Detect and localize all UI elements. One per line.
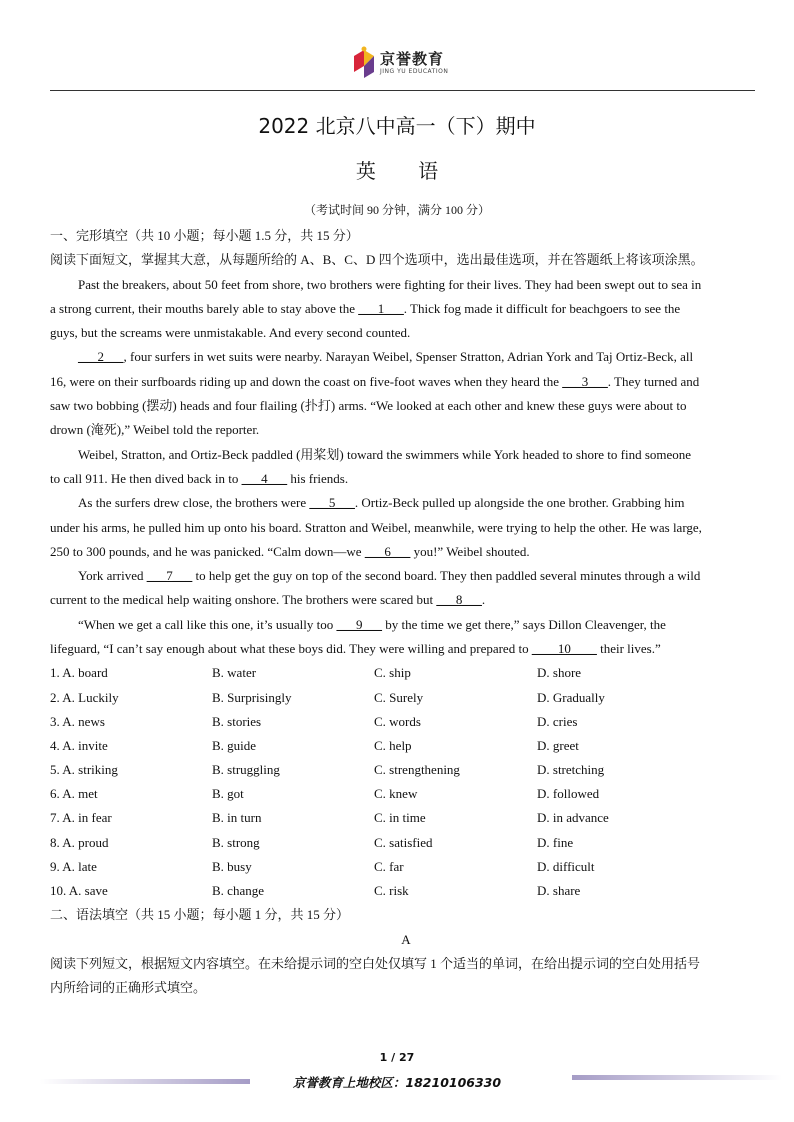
option-c: C. ship	[374, 665, 411, 681]
option-d: D. shore	[537, 665, 582, 681]
passage-text: drown (淹死),” Weibel told the reporter.	[50, 422, 260, 438]
option-c: C. risk	[374, 883, 409, 899]
passage-text: Weibel, Stratton, and Ortiz-Beck paddled (用桨划) toward the swimmers while York headed to shore to find someone	[78, 446, 692, 462]
option-c: C. help	[374, 737, 412, 753]
footer-contact: 京誉教育上地校区：18210106330	[292, 1075, 502, 1090]
section1-instructions: 阅读下面短文，掌握其大意，从每题所给的 A、B、C、D 四个选项中，选出最佳选项，并在答题纸上将该项涂黑。	[50, 252, 704, 268]
section2-part-label: A	[401, 931, 411, 947]
option-a: 3. A. news	[50, 713, 105, 729]
option-a: 9. A. late	[50, 858, 97, 874]
option-d: D. greet	[537, 737, 579, 753]
option-b: B. stories	[212, 713, 262, 729]
option-b: B. strong	[212, 834, 260, 850]
exam-note: （考试时间 90 分钟，满分 100 分）	[303, 203, 490, 217]
passage-line	[50, 543, 762, 567]
option-d: D. stretching	[537, 762, 605, 778]
option-b: B. Surprisingly	[212, 689, 292, 705]
section2-instructions-line: 内所给词的正确形式填空。	[50, 979, 207, 995]
section2-instructions-line: 阅读下列短文，根据短文内容填空。在未给提示词的空白处仅填写 1 个适当的单词，在给出提示词的空白处用括号	[50, 955, 701, 971]
exam-title: 2022 北京八中高一（下）期中	[258, 114, 536, 138]
passage-line	[50, 567, 762, 591]
option-d: D. difficult	[537, 858, 595, 874]
option-b: B. busy	[212, 858, 252, 874]
passage-text: 250 to 300 pounds, and he was panicked. “Calm down—we	[50, 543, 365, 559]
passage-text: his friends.	[287, 470, 349, 486]
passage-text: to call 911. He then dived back in to	[50, 470, 242, 486]
answer-blank: ___8___	[436, 592, 482, 608]
answer-blank: ___9___	[336, 616, 382, 632]
passage-line	[50, 519, 762, 543]
option-a: 5. A. striking	[50, 762, 118, 778]
logo-text-cn: 京誉教育	[380, 50, 445, 68]
question-row	[50, 737, 762, 761]
passage-text: .	[481, 592, 486, 608]
answer-blank: ____10____	[531, 641, 597, 657]
passage-text: current to the medical help waiting onshore. The brothers were scared but	[50, 592, 437, 608]
passage-text: “When we get a call like this one, it’s usually too	[78, 616, 337, 632]
option-a: 1. A. board	[50, 665, 108, 681]
passage-text: . Ortiz-Beck pulled up alongside the one brother. Grabbing him	[354, 495, 685, 511]
option-a: 7. A. in fear	[50, 810, 112, 826]
option-a: 8. A. proud	[50, 834, 109, 850]
option-d: D. followed	[537, 786, 600, 802]
passage-text: York arrived	[78, 568, 147, 584]
passage-line	[50, 446, 762, 470]
passage-text: by the time we get there,” says Dillon Cleavenger, the	[382, 616, 666, 632]
option-c: C. words	[374, 713, 421, 729]
passage-text: a strong current, their mouths barely able to stay above the	[50, 300, 359, 316]
question-row	[50, 809, 762, 833]
question-row	[50, 882, 762, 906]
option-c: C. knew	[374, 786, 418, 802]
option-a: 6. A. met	[50, 786, 98, 802]
passage-text: you!” Weibel shouted.	[410, 543, 530, 559]
option-d: D. Gradually	[537, 689, 605, 705]
cloze-passage	[50, 276, 762, 665]
option-b: B. got	[212, 786, 244, 802]
question-row	[50, 689, 762, 713]
question-row	[50, 858, 762, 882]
option-c: C. strengthening	[374, 762, 460, 778]
answer-blank: ___7___	[146, 568, 193, 584]
logo	[352, 44, 452, 82]
passage-line	[50, 397, 762, 421]
option-d: D. share	[537, 883, 581, 899]
option-d: D. cries	[537, 713, 578, 729]
option-b: B. change	[212, 883, 264, 899]
option-c: C. in time	[374, 810, 426, 826]
question-row	[50, 761, 762, 785]
header-divider	[50, 90, 755, 91]
passage-text: to help get the guy on top of the second board. They then paddled several minutes through a wild	[192, 568, 701, 584]
page-number: 1 / 27	[379, 1051, 415, 1064]
question-list	[50, 664, 762, 906]
document-body	[50, 227, 762, 1003]
section1-heading: 一、完形填空（共 10 小题；每小题 1.5 分，共 15 分）	[50, 228, 359, 243]
option-d: D. fine	[537, 834, 574, 850]
subject-title: 英 语	[355, 159, 439, 183]
question-row	[50, 834, 762, 858]
passage-line	[50, 640, 762, 664]
question-row	[50, 664, 762, 688]
option-b: B. guide	[212, 737, 257, 753]
passage-text: As the surfers drew close, the brothers were	[78, 495, 310, 511]
answer-blank: ___4___	[241, 470, 288, 486]
option-c: C. far	[374, 858, 404, 874]
option-c: C. satisfied	[374, 834, 433, 850]
answer-blank: ___1___	[358, 300, 404, 316]
passage-text: their lives.”	[596, 641, 661, 657]
option-a: 2. A. Luckily	[50, 689, 119, 705]
option-b: B. water	[212, 665, 257, 681]
passage-line	[50, 494, 762, 518]
option-d: D. in advance	[537, 810, 609, 826]
passage-line	[50, 373, 762, 397]
option-b: B. in turn	[212, 810, 262, 826]
passage-line	[50, 324, 762, 348]
option-a: 4. A. invite	[50, 737, 108, 753]
passage-text: guys, but the screams were unmistakable. And every second counted.	[50, 325, 411, 341]
logo-mark-icon	[352, 46, 378, 80]
answer-blank: ___2___	[78, 349, 124, 365]
answer-blank: ___6___	[364, 543, 411, 559]
logo-text-en: JING YU EDUCATION	[380, 68, 449, 75]
passage-text: Past the breakers, about 50 feet from shore, two brothers were fighting for their lives. They had been swept out to sea in	[78, 276, 702, 292]
passage-line	[50, 276, 762, 300]
passage-line	[50, 300, 762, 324]
passage-line	[50, 421, 762, 445]
option-c: C. Surely	[374, 689, 424, 705]
answer-blank: ___3___	[562, 373, 608, 389]
passage-text: lifeguard, “I can’t say enough about what these boys did. They were willing and prepared to	[50, 641, 532, 657]
option-b: B. struggling	[212, 762, 280, 778]
passage-text: saw two bobbing (摆动) heads and four flailing (扑打) arms. “We looked at each other and knew these guys were about to	[50, 398, 687, 414]
passage-text: under his arms, he pulled him up onto his board. Stratton and Weibel, meanwhile, were trying to help the other. He was large,	[50, 519, 702, 535]
section2-heading: 二、语法填空（共 15 小题；每小题 1 分，共 15 分）	[50, 907, 350, 923]
passage-line	[50, 470, 762, 494]
option-a: 10. A. save	[50, 883, 108, 899]
passage-line	[50, 616, 762, 640]
question-row	[50, 713, 762, 737]
passage-text: . Thick fog made it difficult for beachgoers to see the	[403, 300, 681, 316]
passage-text: 16, were on their surfboards riding up and down the coast on five-foot waves when they heard the	[50, 373, 563, 389]
passage-text: . They turned and	[607, 373, 700, 389]
passage-line	[50, 348, 762, 372]
passage-text: , four surfers in wet suits were nearby. Narayan Weibel, Spenser Stratton, Adrian York and Taj Ortiz-Beck, all	[123, 349, 694, 365]
passage-line	[50, 591, 762, 615]
question-row	[50, 785, 762, 809]
answer-blank: ___5___	[309, 495, 355, 511]
